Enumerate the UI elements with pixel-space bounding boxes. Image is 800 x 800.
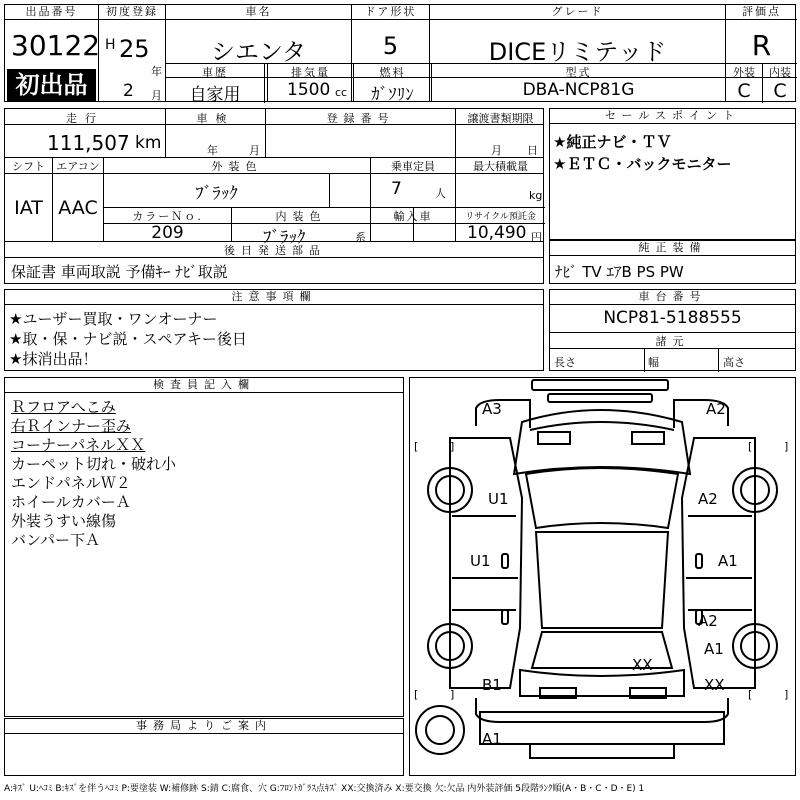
svg-text:[: [ — [748, 440, 753, 453]
insp-year-unit: 年 — [207, 144, 218, 157]
first-reg-month: 2 — [123, 81, 134, 101]
car-name: シエンタ — [210, 38, 307, 66]
car-name-label: 車名 — [166, 5, 351, 20]
genuine-equipment-block — [549, 240, 796, 284]
ext-score-label: 外装 — [733, 66, 755, 79]
recycle-unit: 円 — [531, 231, 542, 244]
svg-text:[: [ — [414, 440, 419, 453]
inspector-label: 検査員記入欄 — [5, 378, 403, 393]
svg-text:]: ] — [450, 440, 455, 453]
genuine-equipment: ﾅﾋﾞ TV ｴｱB PS PW — [555, 263, 684, 281]
notes-block — [4, 289, 544, 371]
shift-label: シフト — [12, 160, 45, 173]
sales-point-line: ★ＥＴＣ・バックモニター — [553, 155, 732, 173]
damage-mark: A2 — [698, 490, 718, 508]
fuel-label: 燃料 — [379, 66, 406, 79]
inspector-line: エンドパネルＷ２ — [11, 474, 131, 492]
ac-label: エアコン — [56, 160, 100, 173]
chassis-number: NCP81-5188555 — [603, 308, 742, 328]
inspector-line: バンパー下Ａ — [11, 531, 100, 549]
ext-color-label: 外装色 — [211, 160, 263, 173]
parts-label: 後日発送部品 — [224, 244, 326, 257]
lot-no-label: 出品番号 — [5, 5, 98, 20]
mileage: 111,507 — [47, 131, 130, 155]
int-color: ﾌﾞﾗｯｸ — [263, 228, 306, 248]
score: R — [751, 29, 772, 62]
damage-mark: XX — [704, 676, 725, 694]
transfer-label: 譲渡書類期限 — [467, 112, 534, 125]
car-diagram-block — [409, 377, 796, 776]
reg-no-label: 登録番号 — [326, 112, 395, 125]
history-label: 車歴 — [202, 66, 228, 79]
shift: IAT — [14, 197, 43, 219]
month-unit: 月 — [151, 89, 162, 102]
notes-label: 注意事項欄 — [5, 290, 543, 305]
office-notice-label: 事務局よりご案内 — [5, 719, 403, 734]
model-label: 型式 — [565, 66, 592, 79]
genuine-equipment-label: 純正装備 — [550, 241, 795, 256]
parts: 保証書 車両取説 予備ｷｰ ﾅﾋﾞ取説 — [11, 263, 228, 281]
inspector-block — [4, 377, 404, 717]
ac: AAC — [58, 197, 98, 219]
displacement-unit: cc — [335, 86, 348, 99]
color-no: 209 — [151, 223, 184, 243]
transfer-day-unit: 日 — [527, 144, 538, 157]
length-label: 長さ — [554, 356, 576, 369]
int-score: C — [773, 80, 787, 102]
mileage-label: 走行 — [66, 112, 104, 125]
inspector-line: ホイールカバーＡ — [11, 493, 131, 511]
note-line: ★ユーザー買取・ワンオーナー — [9, 310, 218, 328]
int-color-label: 内装色 — [275, 210, 327, 223]
capacity-unit: 人 — [435, 187, 446, 200]
note-line: ★抹消出品！ — [9, 350, 98, 368]
sales-point-line: ★純正ナビ・ＴＶ — [553, 133, 672, 151]
history: 自家用 — [189, 85, 241, 105]
inspector-line: 右Ｒインナー歪み — [11, 417, 132, 435]
chassis-label: 車台番号 — [550, 290, 795, 305]
svg-text:]: ] — [784, 688, 789, 701]
import-label: 輸入車 — [393, 210, 433, 223]
damage-mark: A2 — [706, 400, 726, 418]
width-label: 幅 — [648, 356, 659, 369]
year-unit: 年 — [151, 65, 162, 78]
damage-mark: U1 — [470, 552, 491, 570]
doors: 5 — [382, 32, 399, 60]
displacement-label: 排気量 — [291, 66, 330, 79]
door-label: ドア形状 — [352, 5, 429, 20]
dims-label: 諸元 — [655, 335, 690, 348]
first-listing-badge: 初出品 — [7, 69, 96, 101]
first-reg-label: 初度登録 — [99, 5, 165, 20]
vehicle-info-block — [4, 108, 544, 284]
chassis-block — [549, 289, 796, 371]
sales-point-block — [549, 108, 796, 240]
ext-score: C — [737, 80, 751, 102]
lot-no: 30122 — [11, 29, 101, 62]
svg-text:]: ] — [450, 688, 455, 701]
recycle-label: リサイクル預託金 — [465, 212, 536, 222]
grade: DICEリミテッド — [488, 38, 667, 66]
svg-text:[: [ — [748, 688, 753, 701]
fuel: ｶﾞｿﾘﾝ — [371, 85, 414, 105]
inspector-line: カーペット切れ・破れ小 — [11, 455, 177, 473]
grade-label: グレード — [430, 5, 725, 20]
displacement: 1500 — [287, 80, 331, 100]
model: DBA-NCP81G — [522, 80, 635, 100]
legend: A:ｷｽﾞ U:ﾍｺﾐ B:ｷｽﾞを伴うﾍｺﾐ P:要塗装 W:補修跡 S:錆 C:腐食、穴 G:ﾌﾛﾝﾄｶﾞﾗｽ点ｷｽﾞ XX:交換済み X:要交換 欠:欠品 内外装評価 5段階ﾗﾝｸ順(A・B・C・D・E) 1 — [4, 784, 645, 794]
damage-mark: A3 — [482, 400, 502, 418]
office-notice-block — [4, 718, 404, 776]
sales-point-label: セールスポイント — [550, 109, 795, 124]
ext-color: ﾌﾞﾗｯｸ — [195, 184, 238, 204]
transfer-month-unit: 月 — [491, 144, 502, 157]
mileage-unit: km — [135, 133, 162, 153]
max-load-label: 最大積載量 — [473, 160, 528, 173]
car-diagram — [410, 378, 795, 775]
damage-mark: A2 — [698, 612, 718, 630]
int-color-suffix: 系 — [355, 231, 366, 244]
inspector-line: Ｒフロアへこみ — [11, 398, 116, 416]
damage-mark: U1 — [488, 490, 509, 508]
inspector-line: コーナーパネルＸＸ — [11, 436, 146, 454]
era: H — [105, 37, 116, 53]
first-reg-year: 25 — [119, 35, 150, 63]
int-score-label: 内装 — [769, 66, 791, 79]
damage-mark: A1 — [718, 552, 738, 570]
color-no-label: カラーＮｏ. — [132, 210, 203, 223]
damage-mark: XX — [632, 656, 653, 674]
recycle: 10,490 — [467, 223, 527, 243]
height-label: 高さ — [723, 356, 745, 369]
inspector-line: 外装うすい線傷 — [11, 512, 117, 530]
damage-mark: A1 — [704, 640, 724, 658]
score-label: 評価点 — [726, 5, 797, 20]
header-block — [4, 4, 796, 105]
capacity-label: 乗車定員 — [391, 160, 435, 173]
capacity: 7 — [391, 179, 402, 199]
max-load-unit: kg — [529, 189, 543, 202]
insp-month-unit: 月 — [249, 144, 260, 157]
damage-mark: B1 — [482, 676, 502, 694]
inspection-label: 車検 — [196, 112, 235, 125]
note-line: ★取・保・ナビ説・スペアキー後日 — [9, 330, 247, 348]
damage-mark: A1 — [482, 730, 502, 748]
svg-text:[: [ — [414, 688, 419, 701]
svg-text:]: ] — [784, 440, 789, 453]
